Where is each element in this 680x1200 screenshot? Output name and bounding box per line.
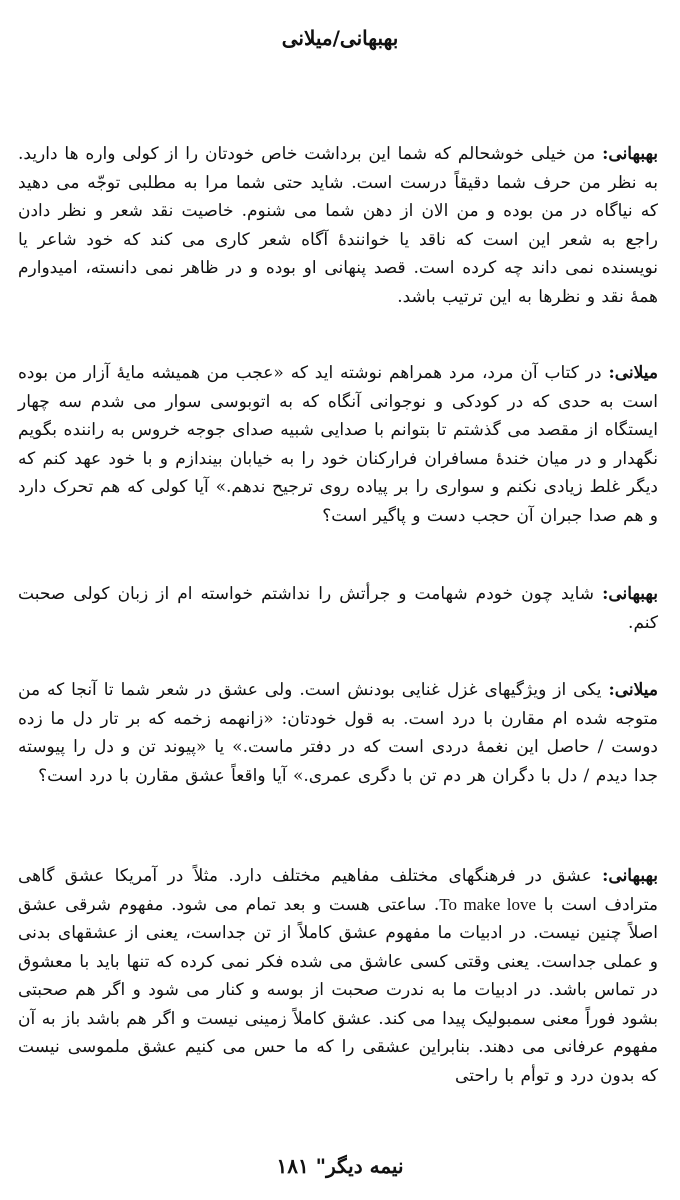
running-header: بهبهانی/میلانی: [281, 26, 399, 50]
paragraph-milani-1: [18, 359, 658, 530]
paragraph-text: من خیلی خوشحالم که شما این برداشت خاص خودتان را از کولی واره ها دارید. به نظر من حرف شما دقیقاً درست است. شاید حتی شما مرا به مطلبی توجّه می دهید که نیاگاه در من بوده و من الان از دهن شما می شنوم. خاصیت نقد شعر و نظر دادن راجع به شعر این است که ناقد یا خوانندهٔ آگاه شعر کاری می کند که خود شاعر یا نویسنده نمی داند چه کرده است. قصد پنهانی او بوده و در ظاهر نمی دانسته، امیدوارم همهٔ نقد و نظرها به این ترتیب باشد.: [18, 144, 658, 307]
speaker-label: بهبهانی:: [602, 584, 658, 604]
paragraph-behbahani-1: [18, 140, 658, 311]
paragraph-text: شاید چون خودم شهامت و جرأتش را نداشتم خواسته ام از زبان کولی صحبت کنم.: [18, 584, 658, 633]
paragraph-text-continued: . ساعتی هست و بعد تمام می شود. مفهوم شرقی عشق اصلاً چنین نیست. در ادبیات ما مفهوم عشق کاملاً از تن جداست، یعنی از عشقهای بدنی و عملی جداست. یعنی وقتی کسی عاشق می شده فکر نمی کرده که تنها باید با معشوق در تماس باشد. در ادبیات ما به ندرت صحبت از بوسه و کنار می شود و اگر هم صحبتی بشود فوراً معنی سمبولیک پیدا می کند. عشق کاملاً زمینی نیست و اگر هم باشد باز به آن مفهوم عرفانی می دهند. بنابراین عشقی را که ما حس می کنیم عشق ملموسی نیست که بدون درد و توأم با راحتی: [18, 894, 658, 1086]
paragraph-text: یکی از ویژگیهای غزل غنایی بودنش است. ولی عشق در شعر شما تا آنجا که من متوجه شده ام مقارن با درد است. به قول خودتان: «زانهمه زخمه که بر تار دل ما زده دوست / حاصل این نغمهٔ دردی است که در دفتر ماست.» یا «پیوند تن و دل را پیوسته جدا دیدم / دل با دگران هر دم تن با دگری عمری.» آیا واقعاً عشق مقارن با درد است؟: [18, 680, 658, 786]
speaker-label: میلانی:: [608, 363, 658, 383]
paragraph-text: در کتاب آن مرد، مرد همراهم نوشته اید که «عجب من همیشه مایهٔ آزار من بوده است به حدی که در کودکی و نوجوانی آنگاه که به اتوبوسی سوار می شدم سه چهار ایستگاه از مقصد می گذشتم تا بتوانم با صدایی شبیه صدای جوجه خروس به راننده بگویم نگهدار و در میان خندهٔ مسافران فرارکنان خود را به خیابان بیندازم و با خود عهد کنم که دیگر غلط زیادی نکنم و سواری را بر پیاده روی ترجیح ندهم.» آیا کولی که هم تحرک دارد و هم صدا جبران آن حجب دست و پاگیر است؟: [18, 363, 658, 526]
speaker-label: بهبهانی:: [602, 866, 659, 886]
paragraph-behbahani-3: [18, 862, 658, 1090]
page-footer: نیمه دیگر" ۱۸۱: [276, 1154, 404, 1178]
speaker-label: بهبهانی:: [602, 144, 659, 164]
paragraph-behbahani-2: [18, 580, 658, 637]
paragraph-milani-2: [18, 676, 658, 790]
speaker-label: میلانی:: [608, 680, 658, 700]
english-phrase: To make love: [439, 894, 536, 914]
paragraph-text: عشق در فرهنگهای مختلف مفاهیم مختلف دارد. مثلاً در آمریکا عشق گاهی مترادف است با: [18, 866, 659, 915]
